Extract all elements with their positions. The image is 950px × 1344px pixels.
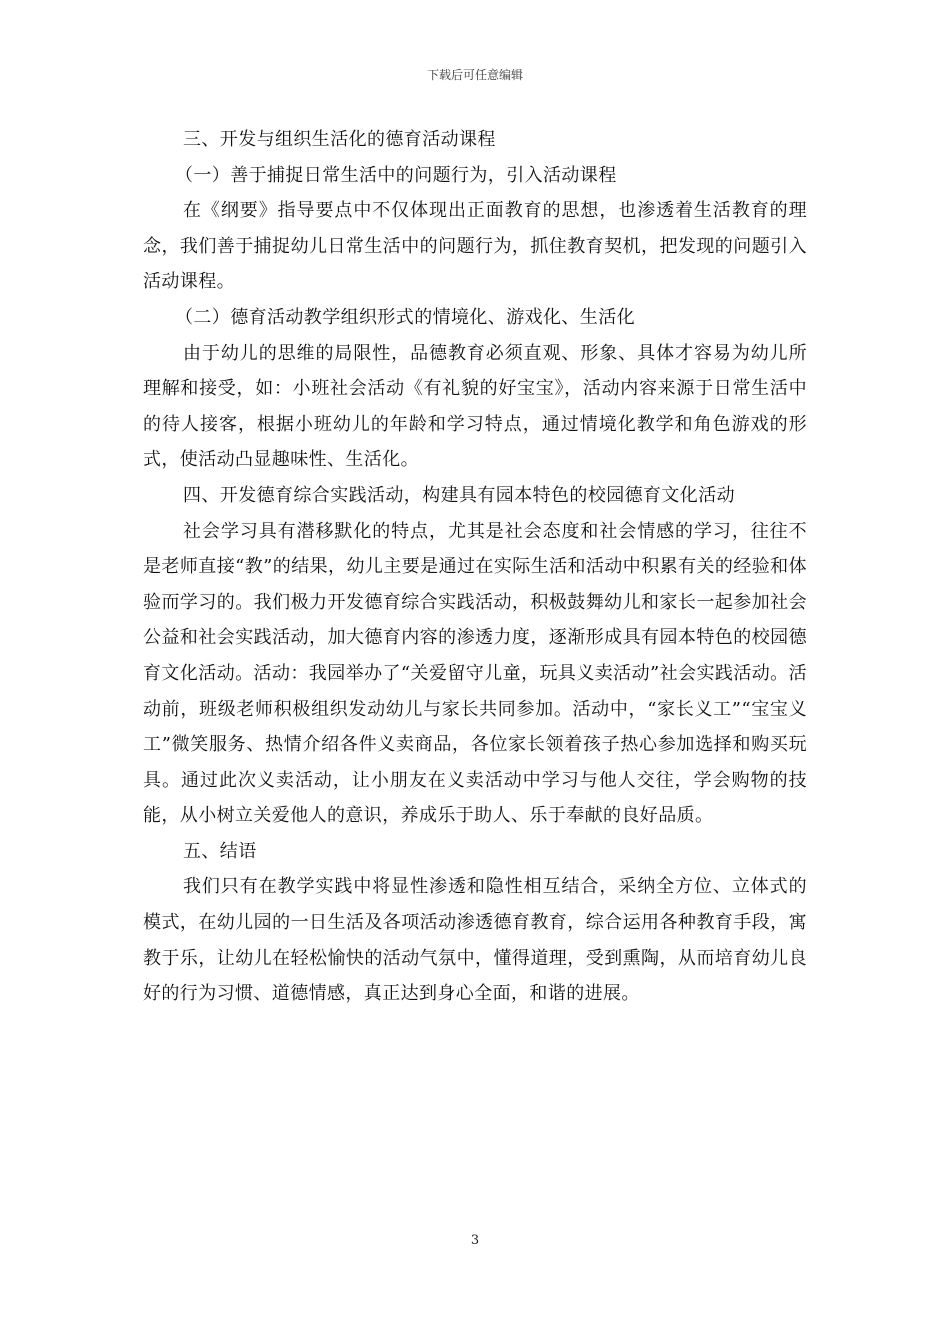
section-3-title: 三、开发与组织生活化的德育活动课程 (183, 129, 496, 150)
section-5-paragraph: 我们只有在教学实践中将显性渗透和隐性相互结合，采纳全方位、立体式的模式，在幼儿园的一日生活及各项活动渗透德育教育，综合运用各种教育手段，寓教于乐，让幼儿在轻松愉快的活动气氛中，懂得道理，受到熏陶，从而培育幼儿良好的行为习惯、道德情感，真正达到身心全面，和谐的进展。 (143, 876, 807, 1005)
section-3-paragraph-1: 在《纲要》指导要点中不仅体现出正面教育的思想，也渗透着生活教育的理念，我们善于捕捉幼儿日常生活中的问题行为，抓住教育契机，把发现的问题引入活动课程。 (143, 200, 807, 293)
section-3-paragraph-2: 由于幼儿的思维的局限性，品德教育必须直观、形象、具体才容易为幼儿所理解和接受，如：小班社会活动《有礼貌的好宝宝》，活动内容来源于日常生活中的待人接客，根据小班幼儿的年龄和学习特点，通过情境化教学和角色游戏的形式，使活动凸显趣味性、生活化。 (143, 342, 807, 471)
section-3-subheading-1: （一）善于捕捉日常生活中的问题行为，引入活动课程 (175, 164, 617, 186)
document-body (143, 122, 807, 1012)
section-4-title: 四、开发德育综合实践活动，构建具有园本特色的校园德育文化活动 (183, 484, 735, 506)
page-number: 3 (470, 1233, 480, 1248)
section-3-subheading-2: （二）德育活动教学组织形式的情境化、游戏化、生活化 (175, 306, 635, 328)
section-5-title: 五、结语 (183, 840, 257, 862)
section-4-paragraph: 社会学习具有潜移默化的特点，尤其是社会态度和社会情感的学习，往往不是老师直接“教”的结果，幼儿主要是通过在实际生活和活动中积累有关的经验和体验而学习的。我们极力开发德育综合实践活动，积极鼓舞幼儿和家长一起参加社会公益和社会实践活动，加大德育内容的渗透力度，逐渐形成具有园本特色的校园德育文化活动。活动：我园举办了“关爱留守儿童，玩具义卖活动”社会实践活动。活动前，班级老师积极组织发动幼儿与家长共同参加。活动中，“家长义工”“宝宝义工”微笑服务、热情介绍各件义卖商品，各位家长领着孩子热心参加选择和购买玩具。通过此次义卖活动，让小朋友在义卖活动中学习与他人交往，学会购物的技能，从小树立关爱他人的意识，养成乐于助人、乐于奉献的良好品质。 (143, 520, 807, 827)
page-header: 下载后可任意编辑 (426, 68, 523, 82)
